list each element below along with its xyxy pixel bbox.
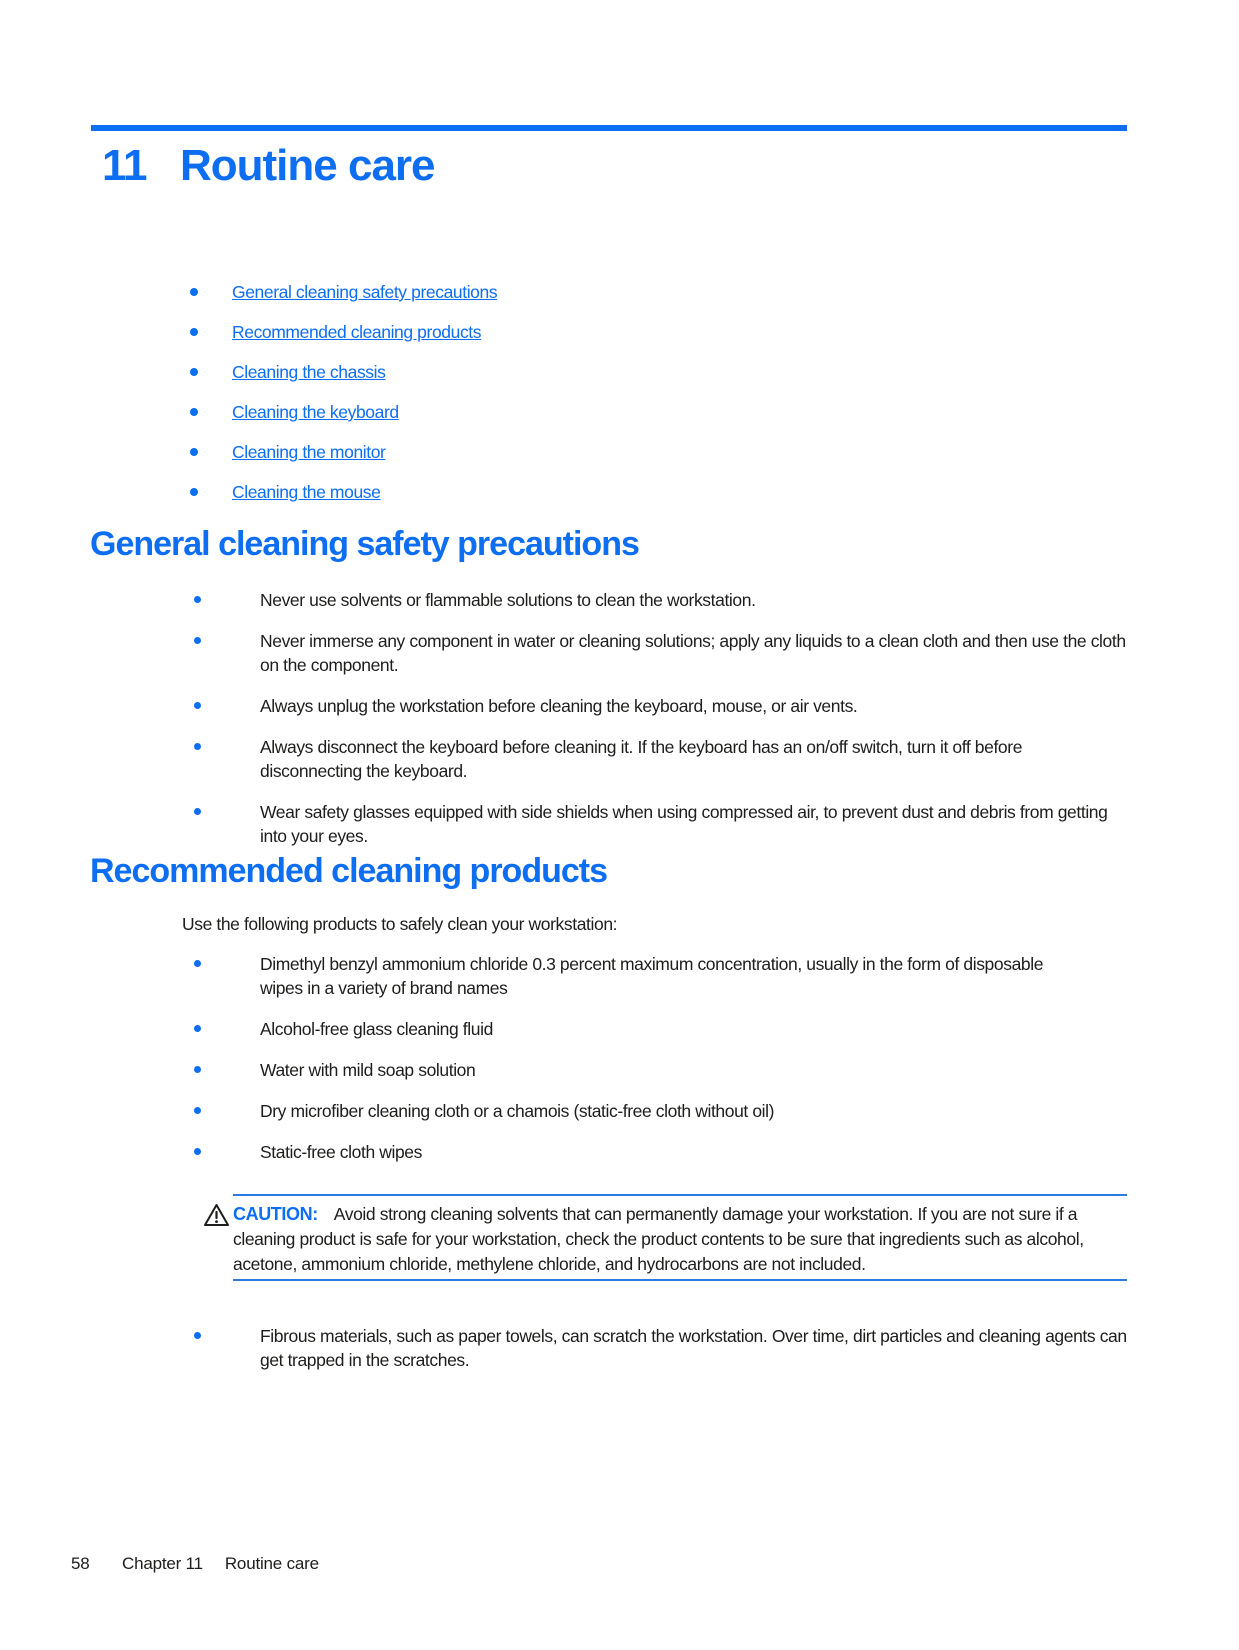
- caution-text: Avoid strong cleaning solvents that can permanently damage your workstation. If you are not sure if a cleaning product is safe for your workstation, check the product contents to be sure that ingredients such as alcohol, acetone, ammonium chloride, methylene chloride, and hydrocarbons are not included.: [233, 1204, 1084, 1274]
- list-item: Dry microfiber cleaning cloth or a chamois (static-free cloth without oil): [260, 1099, 1060, 1123]
- caution-paragraph: [233, 1202, 1123, 1277]
- list-item: Fibrous materials, such as paper towels, can scratch the workstation. Over time, dirt particles and cleaning agents can get trapped in the scratches.: [260, 1326, 1127, 1370]
- toc-link-general-cleaning-safety-precautions[interactable]: General cleaning safety precautions: [232, 282, 498, 302]
- toc-list: [90, 280, 990, 520]
- list-item: Always unplug the workstation before cleaning the keyboard, mouse, or air vents.: [260, 694, 1127, 718]
- list-item: Dimethyl benzyl ammonium chloride 0.3 percent maximum concentration, usually in the form of disposable wipes in a variety of brand names: [260, 952, 1060, 1000]
- fibrous-materials-list: [90, 1324, 1127, 1389]
- list-item: Static-free cloth wipes: [260, 1140, 1060, 1164]
- warning-triangle-icon: [203, 1203, 230, 1227]
- toc-item: [232, 440, 990, 464]
- chapter-number: 11: [102, 141, 147, 190]
- page-footer: [71, 1554, 319, 1574]
- page-content: [90, 0, 1127, 1650]
- list-item: Never use solvents or flammable solutions to clean the workstation.: [260, 588, 1127, 612]
- toc-link-cleaning-the-keyboard[interactable]: Cleaning the keyboard: [232, 402, 399, 422]
- caution-label: CAUTION:: [233, 1204, 318, 1224]
- toc-link-cleaning-the-monitor[interactable]: Cleaning the monitor: [232, 442, 386, 462]
- section-title-general-cleaning-safety-precautions: General cleaning safety precautions: [90, 525, 639, 563]
- list-item: Wear safety glasses equipped with side shields when using compressed air, to prevent dust and debris from getting into your eyes.: [260, 800, 1127, 848]
- footer-page-number: 58: [71, 1554, 90, 1573]
- footer-chapter-label: Chapter 11: [122, 1554, 203, 1573]
- footer-chapter-title: Routine care: [224, 1554, 319, 1573]
- chapter-title: Routine care: [180, 141, 435, 190]
- chapter-heading: [90, 141, 435, 190]
- toc-item: [232, 280, 990, 304]
- cleaning-products-list: [90, 952, 1127, 1181]
- toc-link-recommended-cleaning-products[interactable]: Recommended cleaning products: [232, 322, 482, 342]
- toc-item: [232, 400, 990, 424]
- list-item: Alcohol-free glass cleaning fluid: [260, 1017, 1060, 1041]
- list-item: Never immerse any component in water or cleaning solutions; apply any liquids to a clean cloth and then use the cloth on the component.: [260, 631, 1126, 675]
- list-item: Water with mild soap solution: [260, 1058, 1060, 1082]
- list-item: Always disconnect the keyboard before cleaning it. If the keyboard has an on/off switch, turn it off before disconnecting the keyboard.: [260, 735, 1127, 783]
- toc-item: [232, 360, 990, 384]
- toc-item: [232, 320, 990, 344]
- toc-link-cleaning-the-chassis[interactable]: Cleaning the chassis: [232, 362, 386, 382]
- caution-note: [233, 1194, 1127, 1281]
- chapter-rule: [91, 125, 1127, 131]
- toc-link-cleaning-the-mouse[interactable]: Cleaning the mouse: [232, 482, 381, 502]
- toc-item: [232, 480, 990, 504]
- products-intro-paragraph: Use the following products to safely clean your workstation:: [182, 914, 618, 934]
- general-precautions-list: [90, 588, 1127, 865]
- section-title-recommended-cleaning-products: Recommended cleaning products: [90, 852, 607, 890]
